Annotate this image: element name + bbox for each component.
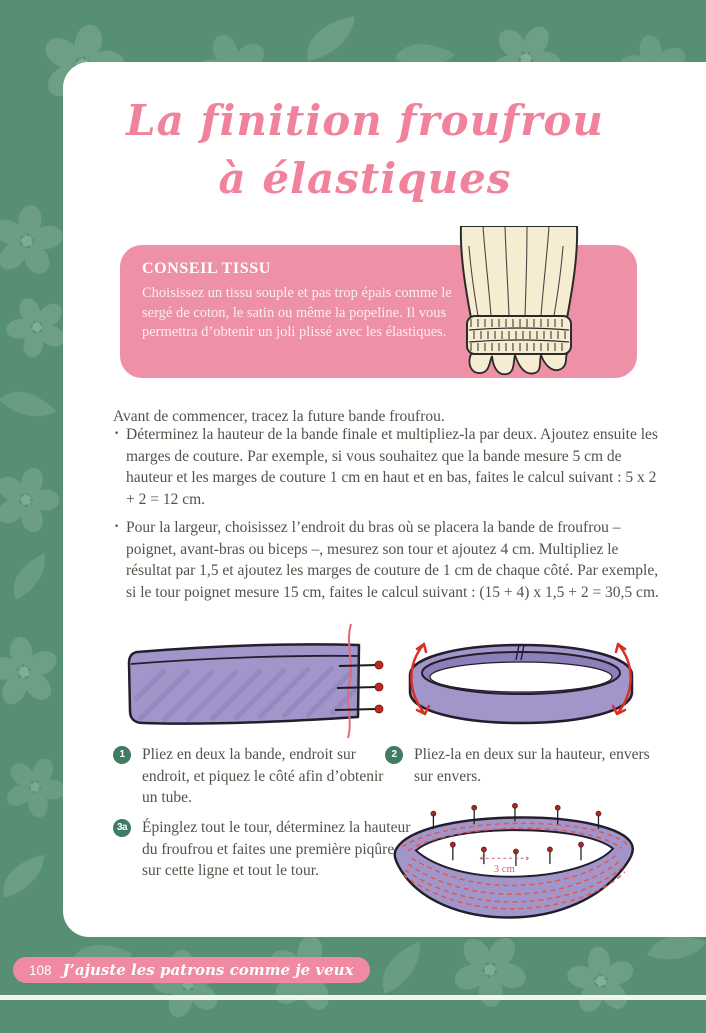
step-badge [113, 746, 131, 764]
folded-band-illustration [111, 622, 406, 740]
tip-box-body: Choisissez un tissu souple et pas trop épais comme le sergé de coton, le satin ou même la popeline. Il vous permettra d’obtenir un joli plissé avec les élastiques. [142, 285, 452, 340]
bullet-item [113, 517, 661, 603]
leaf-icon [367, 936, 438, 998]
step-text: Pliez-la en deux sur la hauteur, envers sur envers. [414, 746, 650, 785]
bottom-page-edge [0, 995, 706, 1000]
step-text: Pliez en deux la bande, endroit sur endroit, et piquez le côté afin d’obtenir un tube. [142, 746, 384, 806]
leaf-icon [296, 11, 366, 66]
measurement-label: 3 cm [493, 862, 515, 875]
pinned-band-illustration [383, 800, 645, 934]
page-title-line-1: La finition froufrou [126, 96, 604, 145]
step-number: 3a [116, 822, 128, 834]
step-number: 2 [391, 749, 397, 761]
tip-box-heading: CONSEIL TISSU [142, 260, 271, 277]
step-item-3a [113, 817, 413, 882]
band-ring-illustration [395, 628, 650, 743]
bullet-marker: · [114, 425, 120, 442]
step-badge [385, 746, 403, 764]
bullet-text: Pour la largeur, choisissez l’endroit du bras où se placera la bande de froufrou – poignet, avant-bras ou biceps –, mesurez son tour et ajoutez 4 cm. Multipliez le résultat par 1,5 et ajoutez les marges de couture de 1 cm de chaque côté. Par exemple, si le tour poignet mesure 15 cm, faites le calcul suivant : (15 + 4) x 1,5 + 2 = 30,5 cm. [126, 519, 659, 601]
bullet-text: Déterminez la hauteur de la bande finale et multipliez-la par deux. Ajoutez ensuite les marges de couture. Par exemple, si vous souhaitez que la bande mesure 5 cm de hauteur et les marges de couture 1 cm en haut et en bas, faites le calcul suivant : 5 x 2 + 2 = 12 cm. [126, 426, 658, 508]
book-title: J’ajuste les patrons comme je veux [62, 961, 354, 979]
page-title-line-2: à élastiques [218, 154, 512, 203]
intro-text: Avant de commencer, tracez la future bande froufrou. [113, 407, 445, 425]
bullet-item [113, 424, 661, 510]
step-text: Épinglez tout le tour, déterminez la hauteur du froufrou et faites une première piqûre sur cette ligne et tout le tour. [142, 819, 411, 879]
flower-icon [0, 627, 69, 717]
page-title [63, 92, 667, 208]
step-item-2 [385, 744, 655, 787]
footer-badge [13, 957, 370, 983]
step-badge [113, 819, 131, 837]
page-number: 108 [29, 962, 52, 978]
gathered-sleeve-illustration [431, 226, 607, 378]
content-card [63, 62, 706, 937]
leaf-icon [0, 850, 56, 901]
step-number: 1 [119, 749, 125, 761]
step-item-1 [113, 744, 398, 809]
bullet-marker: · [114, 518, 120, 535]
flower-icon [558, 938, 644, 1024]
leaf-icon [0, 549, 61, 603]
leaf-icon [0, 374, 60, 436]
flower-icon [140, 936, 237, 1033]
